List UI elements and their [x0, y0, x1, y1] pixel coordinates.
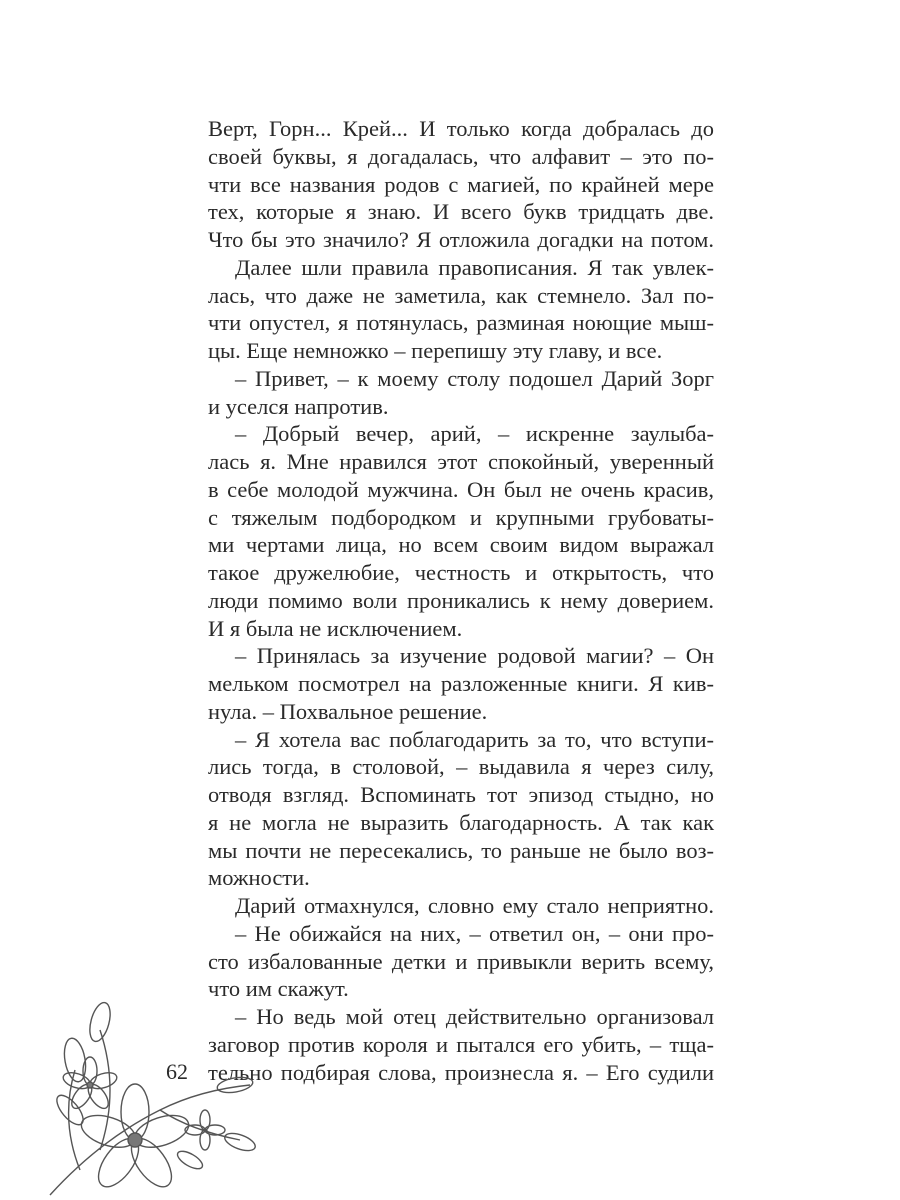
text-line: такое дружелюбие, честность и открытость, что: [208, 560, 714, 585]
text-line: чти все названия родов с магией, по крайней мере: [208, 171, 714, 197]
text-line: и уселся напротив.: [208, 393, 389, 419]
text-line: заговор против короля и пытался его убить, – тща-: [208, 1031, 714, 1057]
text-line: – Но ведь мой отец действительно организовал: [235, 1004, 714, 1029]
text-line: с тяжелым подбородком и крупными грубоваты-: [208, 504, 714, 530]
body-text: [208, 115, 714, 1086]
text-line: отводя взгляд. Вспоминать тот эпизод стыдно, но: [208, 782, 714, 807]
text-line: мы почти не пересекались, то раньше не было воз-: [208, 837, 714, 863]
text-line: И я была не исключением.: [208, 615, 463, 641]
text-line: тельно подбирая слова, произнесла я. – Его судили: [208, 1059, 714, 1085]
floral-corner-ornament-icon: [40, 990, 260, 1200]
text-line: – Принялась за изучение родовой магии? – Он: [235, 643, 714, 669]
text-line: мельком посмотрел на разложенные книги. Я кив-: [208, 671, 714, 696]
text-line: что им скажут.: [208, 976, 349, 1002]
text-line: в себе молодой мужчина. Он был не очень красив,: [208, 476, 714, 502]
text-line: лись тогда, в столовой, – выдавила я через силу,: [208, 754, 714, 780]
text-line: цы. Еще немножко – перепишу эту главу, и все.: [208, 338, 663, 363]
text-line: нула. – Похвальное решение.: [208, 698, 488, 724]
text-line: Дарий отмахнулся, словно ему стало неприятно.: [235, 893, 714, 918]
text-line: – Добрый вечер, арий, – искренне заулыба-: [235, 421, 714, 447]
text-line: люди помимо воли проникались к нему доверием.: [208, 587, 714, 613]
text-line: – Я хотела вас поблагодарить за то, что вступи-: [235, 726, 714, 752]
text-line: я не могла не выразить благодарность. А так как: [208, 809, 714, 835]
text-line: Верт, Горн... Крей... И только когда добралась до: [208, 116, 714, 141]
text-line: тех, которые я знаю. И всего букв тридцать две.: [208, 199, 714, 225]
text-line: чти опустел, я потянулась, разминая ноющие мыш-: [208, 310, 714, 336]
text-line: можности.: [208, 865, 310, 891]
text-line: ми чертами лица, но всем своим видом выражал: [208, 532, 714, 558]
text-line: сто избалованные детки и привыкли верить всему,: [208, 948, 714, 974]
text-line: своей буквы, я догадалась, что алфавит – это по-: [208, 143, 714, 169]
text-line: лась, что даже не заметила, как стемнело. Зал по-: [208, 282, 714, 308]
text-line: Далее шли правила правописания. Я так увлек-: [235, 254, 714, 280]
page-number: 62: [166, 1059, 188, 1084]
text-line: лась я. Мне нравился этот спокойный, уверенный: [208, 449, 714, 474]
text-line: – Привет, – к моему столу подошел Дарий Зорг: [235, 365, 714, 391]
text-line: Что бы это значило? Я отложила догадки на потом.: [208, 227, 714, 252]
text-line: – Не обижайся на них, – ответил он, – они про-: [235, 920, 714, 946]
